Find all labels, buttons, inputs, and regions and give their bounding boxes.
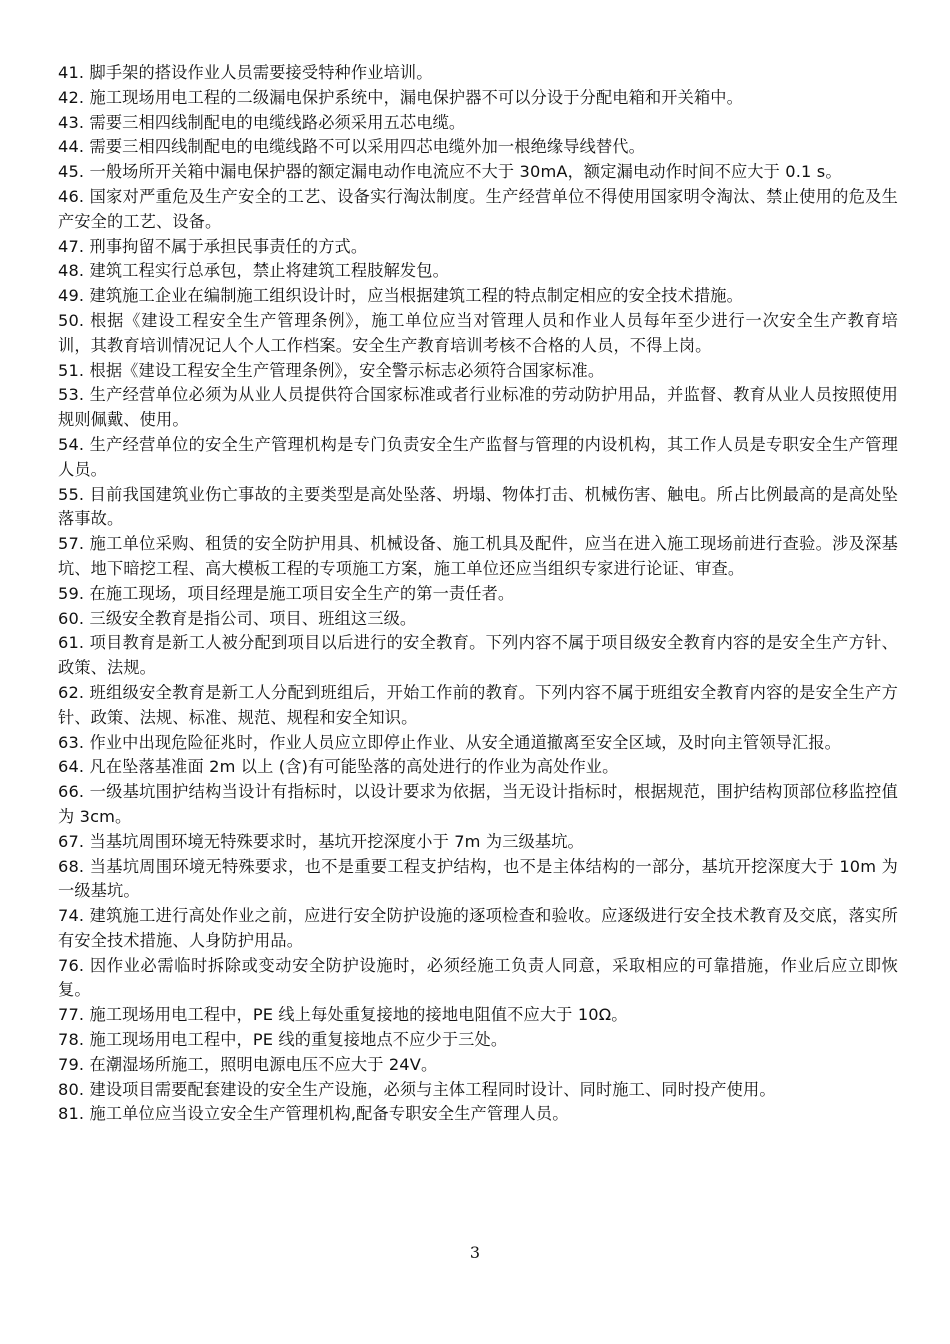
list-item: 76. 因作业必需临时拆除或变动安全防护设施时，必须经施工负责人同意，采取相应的可靠措施，作业后应立即恢复。	[58, 955, 898, 1000]
list-item: 61. 项目教育是新工人被分配到项目以后进行的安全教育。下列内容不属于项目级安全教育内容的是安全生产方针、政策、法规。	[58, 633, 898, 678]
list-item: 81. 施工单位应当设立安全生产管理机构,配备专职安全生产管理人员。	[58, 1104, 569, 1124]
list-item: 79. 在潮湿场所施工，照明电源电压不应大于 24V。	[58, 1054, 438, 1074]
question-list	[58, 61, 898, 1127]
list-item: 46. 国家对严重危及生产安全的工艺、设备实行淘汰制度。生产经营单位不得使用国家明令淘汰、禁止使用的危及生产安全的工艺、设备。	[58, 186, 898, 231]
list-item: 48. 建筑工程实行总承包，禁止将建筑工程肢解发包。	[58, 261, 449, 281]
list-item: 49. 建筑施工企业在编制施工组织设计时，应当根据建筑工程的特点制定相应的安全技术措施。	[58, 286, 743, 306]
list-item: 53. 生产经营单位必须为从业人员提供符合国家标准或者行业标准的劳动防护用品，并监督、教育从业人员按照使用规则佩戴、使用。	[58, 385, 898, 430]
list-item: 77. 施工现场用电工程中，PE 线上每处重复接地的接地电阻值不应大于 10Ω。	[58, 1005, 628, 1025]
list-item: 67. 当基坑周围环境无特殊要求时，基坑开挖深度小于 7m 为三级基坑。	[58, 831, 584, 851]
list-item: 41. 脚手架的搭设作业人员需要接受特种作业培训。	[58, 63, 433, 82]
list-item: 62. 班组级安全教育是新工人分配到班组后，开始工作前的教育。下列内容不属于班组安全教育内容的是安全生产方针、政策、法规、标准、规范、规程和安全知识。	[58, 682, 898, 727]
list-item: 43. 需要三相四线制配电的电缆线路必须采用五芯电缆。	[58, 112, 466, 132]
list-item: 74. 建筑施工进行高处作业之前，应进行安全防护设施的逐项检查和验收。应逐级进行安全技术教育及交底，落实所有安全技术措施、人身防护用品。	[58, 906, 898, 950]
list-item: 59. 在施工现场，项目经理是施工项目安全生产的第一责任者。	[58, 583, 515, 603]
list-item: 47. 刑事拘留不属于承担民事责任的方式。	[58, 236, 368, 256]
list-item: 50. 根据《建设工程安全生产管理条例》，施工单位应当对管理人员和作业人员每年至少进行一次安全生产教育培训，其教育培训情况记人个人工作档案。安全生产教育培训考核不合格的人员，不得上岗。	[58, 310, 898, 355]
list-item: 68. 当基坑周围环境无特殊要求，也不是重要工程支护结构，也不是主体结构的一部分，基坑开挖深度大于 10m 为一级基坑。	[58, 856, 898, 901]
page-number: 3	[469, 1243, 481, 1262]
list-item: 55. 目前我国建筑业伤亡事故的主要类型是高处坠落、坍塌、物体打击、机械伤害、触电。所占比例最高的是高处坠落事故。	[58, 484, 898, 529]
list-item: 45. 一般场所开关箱中漏电保护器的额定漏电动作电流应不大于 30mA，额定漏电动作时间不应大于 0.1 s。	[58, 162, 842, 182]
list-item: 63. 作业中出现危险征兆时，作业人员应立即停止作业、从安全通道撤离至安全区域，及时向主管领导汇报。	[58, 732, 842, 752]
list-item: 78. 施工现场用电工程中，PE 线的重复接地点不应少于三处。	[58, 1030, 508, 1050]
list-item: 66. 一级基坑围护结构当设计有指标时，以设计要求为依据，当无设计指标时，根据规范，围护结构顶部位移监控值为 3cm。	[58, 782, 898, 826]
list-item: 51. 根据《建设工程安全生产管理条例》，安全警示标志必须符合国家标准。	[58, 360, 605, 380]
list-item: 57. 施工单位采购、租赁的安全防护用具、机械设备、施工机具及配件，应当在进入施工现场前进行查验。涉及深基坑、地下暗挖工程、高大模板工程的专项施工方案，施工单位还应当组织专家进行论证、审查。	[58, 534, 898, 578]
list-item: 80. 建设项目需要配套建设的安全生产设施，必须与主体工程同时设计、同时施工、同时投产使用。	[58, 1079, 776, 1099]
list-item: 44. 需要三相四线制配电的电缆线路不可以采用四芯电缆外加一根绝缘导线替代。	[58, 137, 645, 157]
list-item: 42. 施工现场用电工程的二级漏电保护系统中，漏电保护器不可以分设于分配电箱和开关箱中。	[58, 87, 743, 107]
list-item: 54. 生产经营单位的安全生产管理机构是专门负责安全生产监督与管理的内设机构，其工作人员是专职安全生产管理人员。	[58, 434, 898, 479]
list-item: 60. 三级安全教育是指公司、项目、班组这三级。	[58, 608, 417, 628]
list-item: 64. 凡在坠落基准面 2m 以上 (含)有可能坠落的高处进行的作业为高处作业。	[58, 757, 619, 777]
